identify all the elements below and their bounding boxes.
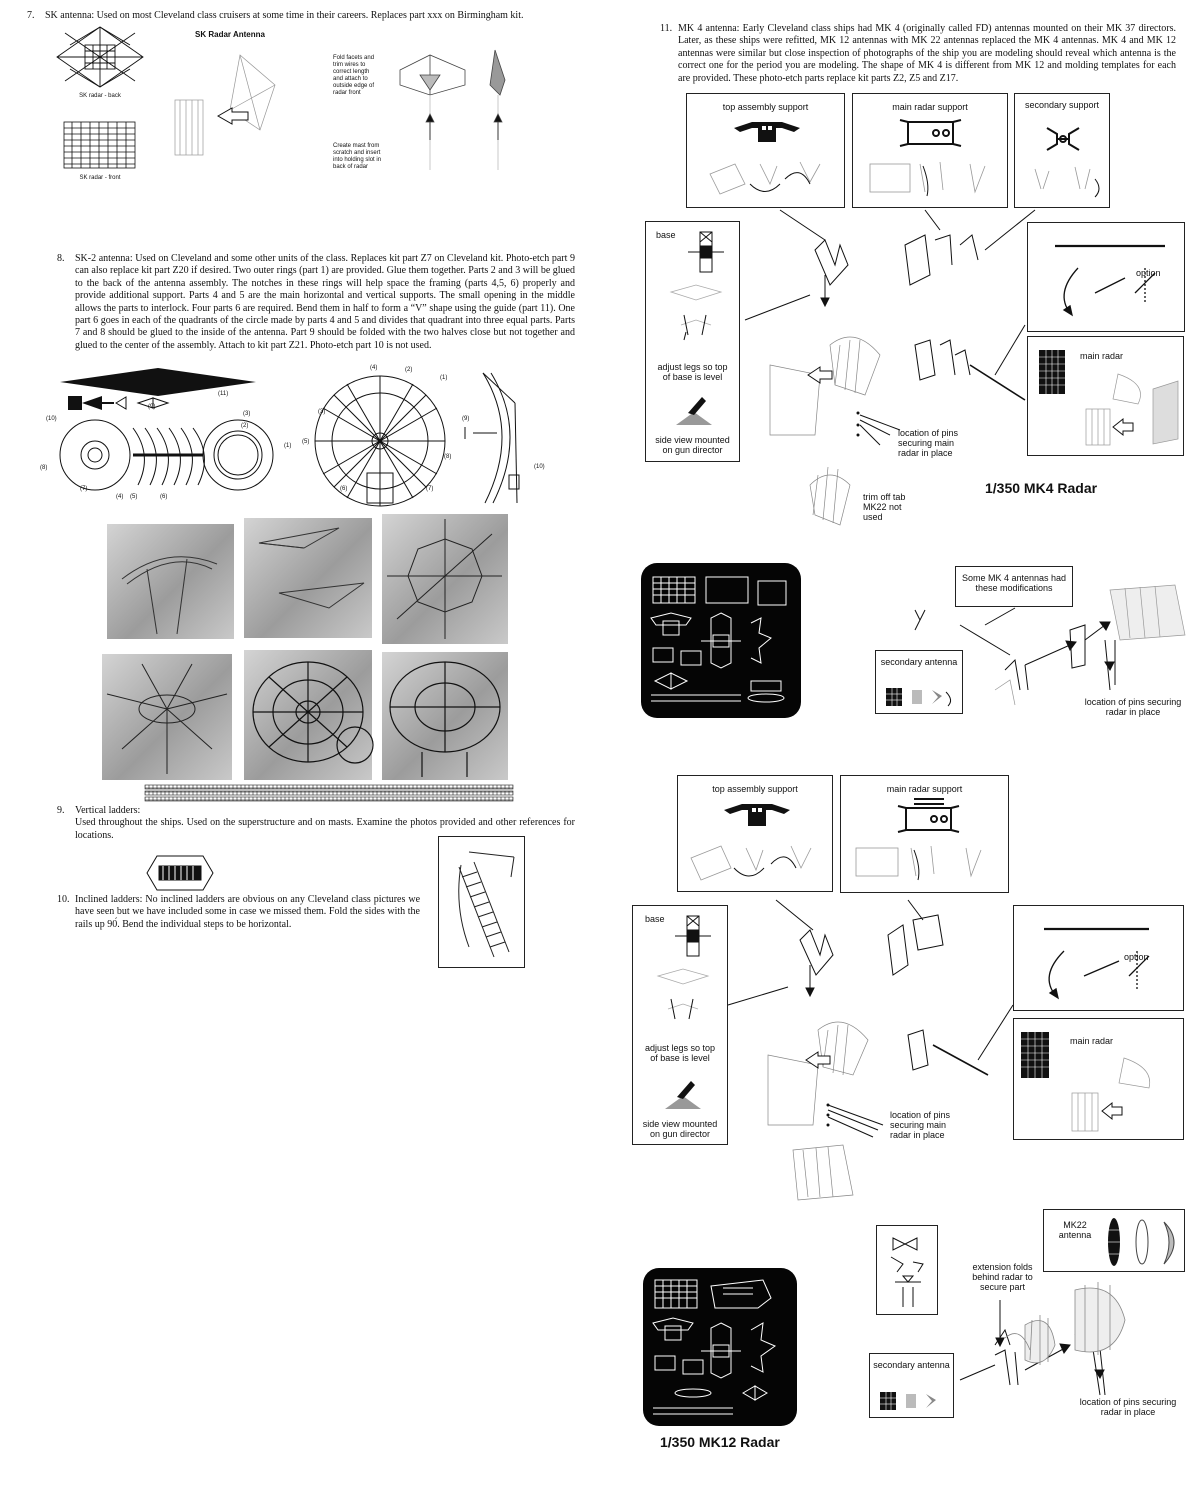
mk4-main-radar-box bbox=[1027, 336, 1184, 456]
section-11-body: MK 4 antenna: Early Cleveland class ships had MK 4 (originally called FD) antennas mounted on their MK 37 directors. Later, as these ships were refitted, MK 12 antennas with MK 22 antennas replaced the MK 4 antennas. MK 4 and MK 12 antennas were similar but close inspection of photographs of the ship you are modeling should reveal which antenna is the correct one for the period you are modeling. The shape of MK 4 is different from MK 12 and molding templates for each are provided. These photo-etch parts replace kit parts Z2, Z5 and Z17. bbox=[678, 23, 1176, 84]
mk12-small-parts-box bbox=[876, 1225, 938, 1315]
section-8-number: 8. bbox=[57, 253, 65, 264]
mk4-pins-main-label: location of pins securing main radar in place bbox=[898, 428, 959, 458]
inclined-ladder-part bbox=[145, 852, 215, 894]
callout-5: (5) bbox=[130, 494, 138, 500]
mk4-radar-title: 1/350 MK4 Radar bbox=[985, 480, 1098, 496]
callout-9: (9) bbox=[148, 404, 156, 410]
mk4-main-radar-support-box bbox=[852, 93, 1008, 208]
callout-10: (10) bbox=[46, 416, 57, 422]
mk12-adjust-legs-label: adjust legs so top of base is level bbox=[644, 1043, 716, 1063]
callout-3b: (3) bbox=[318, 409, 326, 415]
section-8-text bbox=[57, 253, 575, 352]
mk4-modification-diagram bbox=[900, 580, 1190, 715]
mk12-side-view-label: side view mounted on gun director bbox=[642, 1119, 718, 1139]
mk4-secondary-support-label: secondary support bbox=[1024, 100, 1100, 110]
section-7-number: 7. bbox=[27, 10, 35, 21]
mk12-main-radar-support-box bbox=[840, 775, 1009, 893]
callout-9b: (9) bbox=[462, 416, 470, 422]
sk2-ring-part bbox=[335, 725, 375, 765]
mk12-main-radar-box bbox=[1013, 1018, 1184, 1140]
mk4-side-view-label: side view mounted on gun director bbox=[655, 435, 730, 455]
mk4-top-assembly-support-label: top assembly support bbox=[722, 102, 809, 112]
callout-6b: (6) bbox=[340, 486, 348, 492]
mk12-pins-radar-label: location of pins securing radar in place bbox=[1079, 1397, 1177, 1417]
section-10-number: 10. bbox=[57, 894, 70, 905]
section-10-title: Inclined ladders: bbox=[75, 894, 143, 905]
mk12-base-box bbox=[632, 905, 728, 1145]
callout-1: (1) bbox=[284, 443, 292, 449]
mk4-main-radar-support-label: main radar support bbox=[892, 102, 968, 112]
callout-5b: (5) bbox=[302, 439, 310, 445]
callout-2: (2) bbox=[241, 423, 249, 429]
section-11-text bbox=[660, 23, 1176, 85]
mk12-photo-etch-fret bbox=[643, 1268, 797, 1426]
sk-mast-note: Create mast from scratch and insert into holding slot in back of radar bbox=[333, 143, 382, 170]
section-7-text bbox=[27, 10, 605, 22]
section-10-text bbox=[57, 894, 421, 931]
callout-10b: (10) bbox=[534, 464, 545, 470]
sk-radar-back-label: SK radar - back bbox=[79, 93, 121, 99]
callout-4b: (4) bbox=[370, 365, 378, 371]
mk12-main-radar-support-label: main radar support bbox=[886, 784, 963, 794]
sk2-photo-3 bbox=[382, 514, 508, 644]
mk12-mk22-box bbox=[1043, 1209, 1185, 1272]
inclined-ladder-photo-frame bbox=[438, 836, 525, 968]
mk4-option-label: option bbox=[1136, 268, 1161, 278]
sk2-photo-4 bbox=[102, 654, 232, 780]
mk4-base-label: base bbox=[656, 230, 676, 240]
sk-radar-front-figure bbox=[62, 120, 137, 170]
section-9-title: Vertical ladders: bbox=[75, 805, 141, 816]
mk12-option-box bbox=[1013, 905, 1184, 1011]
mk12-top-assembly-support-label: top assembly support bbox=[712, 784, 798, 794]
sk-radar-assembly-figure bbox=[170, 50, 300, 160]
sk2-photo-2 bbox=[244, 518, 372, 638]
mk12-option-label: option bbox=[1124, 952, 1149, 962]
callout-2b: (2) bbox=[405, 367, 413, 373]
mk12-assembly-diagram bbox=[728, 895, 1018, 1215]
callout-7b: (7) bbox=[426, 486, 434, 492]
sk2-photo-1 bbox=[107, 524, 234, 639]
section-7-body: SK antenna: Used on most Cleveland class cruisers at some time in their careers. Replaces part xxx on Birmingham kit. bbox=[45, 10, 524, 21]
mk12-base-label: base bbox=[645, 914, 665, 924]
callout-6: (6) bbox=[160, 494, 168, 500]
sk-radar-title: SK Radar Antenna bbox=[195, 30, 265, 39]
callout-1b: (1) bbox=[440, 375, 448, 381]
callout-8b: (8) bbox=[444, 454, 452, 460]
mk4-main-radar-label: main radar bbox=[1080, 351, 1124, 361]
sk-fold-note: Fold facets and trim wires to correct length and attach to outside edge of radar front bbox=[333, 55, 375, 96]
callout-7: (7) bbox=[80, 486, 88, 492]
mk4-option-box bbox=[1027, 222, 1185, 332]
callout-3: (3) bbox=[243, 411, 251, 417]
section-11-number: 11. bbox=[660, 23, 673, 34]
mk4-photo-etch-fret bbox=[641, 563, 801, 718]
mk12-top-assembly-support-box bbox=[677, 775, 833, 892]
mk4-pins-radar-label: location of pins securing radar in place bbox=[1084, 697, 1182, 717]
mk12-radar-title: 1/350 MK12 Radar bbox=[660, 1434, 780, 1450]
mk4-trim-off-label: trim off tab MK22 not used bbox=[863, 492, 906, 522]
mk4-base-box bbox=[645, 221, 740, 462]
mk12-extension-label: extension folds behind radar to secure part bbox=[972, 1262, 1033, 1292]
callout-11: (11) bbox=[218, 391, 229, 397]
mk4-secondary-antenna-label: secondary antenna bbox=[880, 657, 958, 667]
mk4-adjust-legs-label: adjust legs so top of base is level bbox=[657, 362, 728, 382]
section-9-number: 9. bbox=[57, 805, 65, 816]
sk-radar-side-figures bbox=[390, 40, 525, 180]
sk2-parts-figure bbox=[38, 360, 298, 505]
sk2-photo-6 bbox=[382, 652, 508, 780]
sk-radar-back-figure bbox=[55, 25, 145, 90]
sk-radar-front-label: SK radar - front bbox=[79, 175, 121, 181]
callout-4: (4) bbox=[116, 494, 124, 500]
mk4-modifications-label: Some MK 4 antennas had these modifications bbox=[961, 573, 1067, 593]
callout-8: (8) bbox=[40, 465, 48, 471]
section-8-body: SK-2 antenna: Used on Cleveland and some other units of the class. Replaces kit part Z7 on Cleveland kit. Photo-etch part 9 can also replace kit part Z20 if desired. Two outer rings (part 1) are provided. Glue them together. Parts 2 and 3 will be glued to the back of the antenna assembly. The notches in these rings will help space the framing (parts 4,5, 6) properly and provide additional support. Parts 4 and 5 are the main horizontal and vertical supports. The small opening in the middle allows the parts to interlock. Four parts 6 are required. Bend them in half to form a “V” shape using the guide (part 11). One part 6 goes in each of the quadrants of the circle made by parts 4 and 5 and divides that quadrant into three equal parts. Parts 7 and 8 should be glued to the inside of the antenna. Part 9 should be folded with the two halves close but not together and glued to the center of the assembly. Attach to kit part Z21. Photo-etch part 10 is not used. bbox=[75, 253, 575, 351]
section-10-body: No inclined ladders are obvious on any Cleveland class pictures we have seen but we have included some in case we missed them. Fold the sides with the rails up 90́. Bend the individual steps to be horizontal. bbox=[75, 894, 421, 930]
mk12-mk22-label: MK22 antenna bbox=[1058, 1220, 1092, 1240]
mk4-top-assembly-support-box bbox=[686, 93, 845, 208]
section-9-body: Used throughout the ships. Used on the superstructure and on masts. Examine the photos provided and other references for locations. bbox=[75, 817, 575, 841]
mk12-main-radar-label: main radar bbox=[1070, 1036, 1114, 1046]
mk12-pins-main-label: location of pins securing main radar in place bbox=[890, 1110, 951, 1140]
mk4-secondary-support-box bbox=[1014, 93, 1110, 208]
mk12-secondary-antenna-label: secondary antenna bbox=[873, 1360, 950, 1370]
vertical-ladder-strips bbox=[145, 784, 515, 802]
